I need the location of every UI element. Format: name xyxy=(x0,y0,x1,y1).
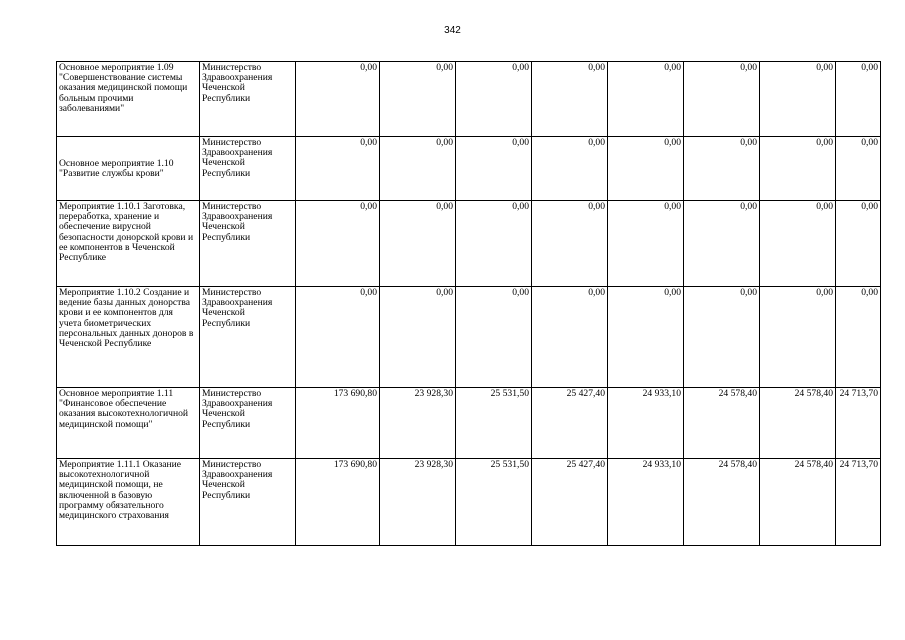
responsible-org-cell: Министерство Здравоохранения Чеченской Республики xyxy=(200,287,296,388)
value-cell: 0,00 xyxy=(296,62,380,137)
value-cell: 24 578,40 xyxy=(684,459,760,546)
table-row xyxy=(57,62,881,137)
value-cell: 0,00 xyxy=(760,287,836,388)
value-cell: 0,00 xyxy=(380,62,456,137)
value-cell: 0,00 xyxy=(608,287,684,388)
value-cell: 24 578,40 xyxy=(684,388,760,459)
value-cell: 0,00 xyxy=(684,137,760,201)
value-cell: 0,00 xyxy=(608,137,684,201)
value-cell: 0,00 xyxy=(836,137,881,201)
page-number: 342 xyxy=(444,25,461,36)
budget-table xyxy=(56,61,881,546)
value-cell: 0,00 xyxy=(684,287,760,388)
activity-name-cell: Мероприятие 1.10.2 Создание и ведение базы данных донорства крови и ее компонентов для учета биометрических персональных данных доноров в Чеченской Республике xyxy=(57,287,200,388)
value-cell: 25 427,40 xyxy=(532,388,608,459)
value-cell: 0,00 xyxy=(456,62,532,137)
value-cell: 0,00 xyxy=(380,287,456,388)
value-cell: 173 690,80 xyxy=(296,388,380,459)
value-cell: 0,00 xyxy=(760,62,836,137)
value-cell: 0,00 xyxy=(532,287,608,388)
value-cell: 24 933,10 xyxy=(608,388,684,459)
value-cell: 0,00 xyxy=(836,287,881,388)
table-row xyxy=(57,287,881,388)
value-cell: 23 928,30 xyxy=(380,388,456,459)
table-row xyxy=(57,459,881,546)
value-cell: 24 713,70 xyxy=(836,459,881,546)
activity-name-cell: Основное мероприятие 1.10 "Развитие службы крови" xyxy=(57,137,200,201)
value-cell: 0,00 xyxy=(836,62,881,137)
value-cell: 0,00 xyxy=(684,62,760,137)
value-cell: 0,00 xyxy=(532,62,608,137)
value-cell: 0,00 xyxy=(684,201,760,287)
value-cell: 0,00 xyxy=(532,137,608,201)
value-cell: 0,00 xyxy=(380,201,456,287)
value-cell: 0,00 xyxy=(532,201,608,287)
value-cell: 0,00 xyxy=(456,137,532,201)
value-cell: 0,00 xyxy=(608,201,684,287)
value-cell: 0,00 xyxy=(608,62,684,137)
responsible-org-cell: Министерство Здравоохранения Чеченской Республики xyxy=(200,459,296,546)
value-cell: 24 933,10 xyxy=(608,459,684,546)
value-cell: 0,00 xyxy=(836,201,881,287)
value-cell: 0,00 xyxy=(760,201,836,287)
value-cell: 0,00 xyxy=(380,137,456,201)
value-cell: 24 578,40 xyxy=(760,459,836,546)
responsible-org-cell: Министерство Здравоохранения Чеченской Республики xyxy=(200,62,296,137)
value-cell: 0,00 xyxy=(296,137,380,201)
value-cell: 24 578,40 xyxy=(760,388,836,459)
responsible-org-cell: Министерство Здравоохранения Чеченской Республики xyxy=(200,201,296,287)
responsible-org-cell: Министерство Здравоохранения Чеченской Республики xyxy=(200,388,296,459)
value-cell: 0,00 xyxy=(456,287,532,388)
activity-name-cell: Основное мероприятие 1.11 "Финансовое обеспечение оказания высокотехнологичной медицинской помощи" xyxy=(57,388,200,459)
value-cell: 0,00 xyxy=(296,201,380,287)
activity-name-cell: Мероприятие 1.10.1 Заготовка, переработка, хранение и обеспечение вирусной безопасности донорской крови и ее компонентов в Чеченской Республике xyxy=(57,201,200,287)
activity-name-cell: Основное мероприятие 1.09 "Совершенствование системы оказания медицинской помощи больным прочими заболеваниями" xyxy=(57,62,200,137)
value-cell: 173 690,80 xyxy=(296,459,380,546)
activity-name-cell: Мероприятие 1.11.1 Оказание высокотехнологичной медицинской помощи, не включенной в базовую программу обязательного медицинского страхования xyxy=(57,459,200,546)
table-row xyxy=(57,388,881,459)
value-cell: 24 713,70 xyxy=(836,388,881,459)
table-row xyxy=(57,201,881,287)
value-cell: 0,00 xyxy=(296,287,380,388)
value-cell: 0,00 xyxy=(760,137,836,201)
responsible-org-cell: Министерство Здравоохранения Чеченской Республики xyxy=(200,137,296,201)
table-row xyxy=(57,137,881,201)
value-cell: 25 531,50 xyxy=(456,388,532,459)
value-cell: 25 427,40 xyxy=(532,459,608,546)
value-cell: 0,00 xyxy=(456,201,532,287)
value-cell: 25 531,50 xyxy=(456,459,532,546)
value-cell: 23 928,30 xyxy=(380,459,456,546)
